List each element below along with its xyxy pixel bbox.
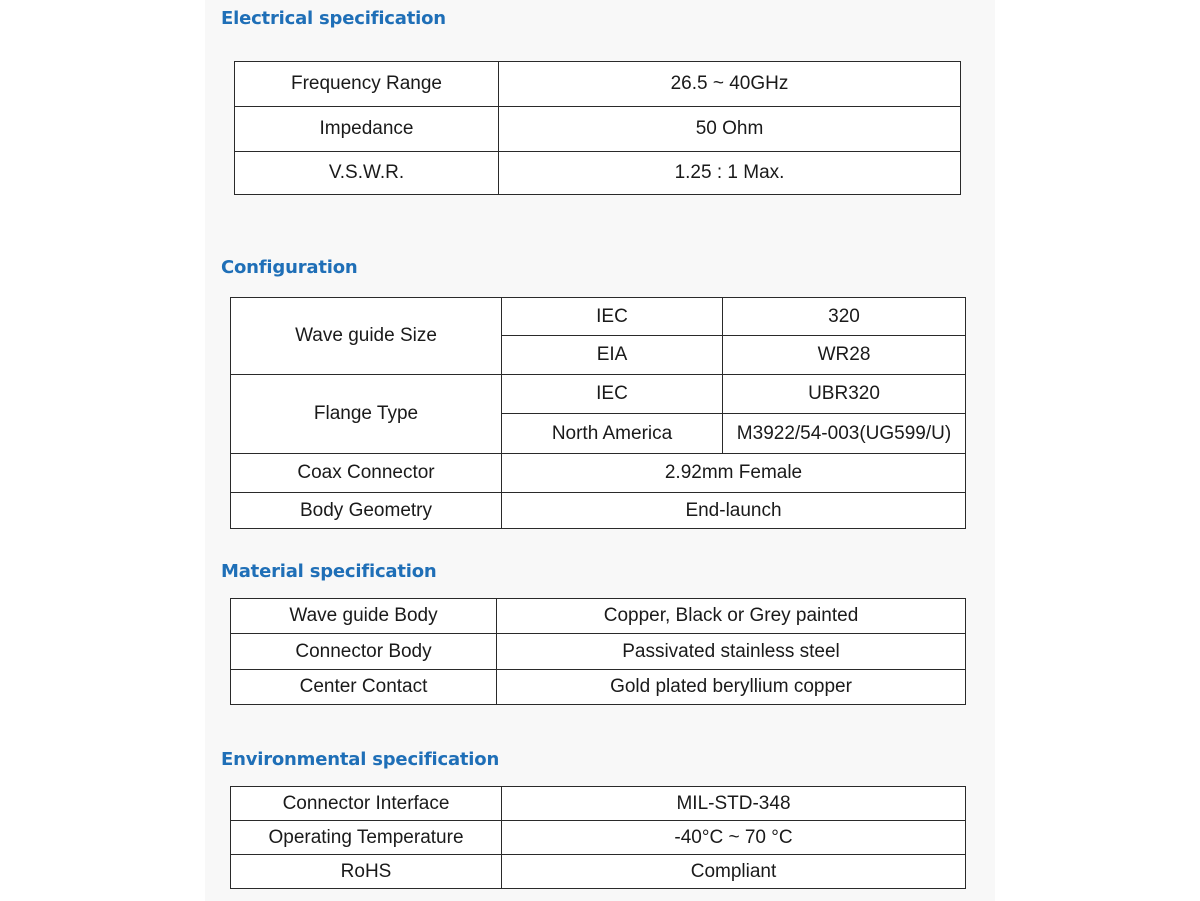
material-specification-heading: Material specification [221,561,437,582]
table-row [231,634,966,670]
flange-type-label: Flange Type [231,375,502,454]
table-row [231,298,966,336]
body-geometry-value: End-launch [502,493,966,529]
waveguide-body-value: Copper, Black or Grey painted [497,599,966,634]
table-row [231,599,966,634]
impedance-value: 50 Ohm [499,107,961,152]
table-row [231,493,966,529]
environmental-specification-heading: Environmental specification [221,749,500,770]
table-row [231,375,966,414]
environmental-specification-table [230,786,966,889]
waveguide-size-iec-value: 320 [723,298,966,336]
electrical-specification-heading: Electrical specification [221,8,446,29]
body-geometry-label: Body Geometry [231,493,502,529]
flange-type-north-america-value: M3922/54-003(UG599/U) [723,414,966,454]
configuration-table [230,297,966,529]
rohs-value: Compliant [502,855,966,889]
connector-interface-value: MIL-STD-348 [502,787,966,821]
flange-type-north-america-key: North America [502,414,723,454]
impedance-label: Impedance [235,107,499,152]
table-row [231,821,966,855]
table-row [231,670,966,705]
flange-type-iec-value: UBR320 [723,375,966,414]
coax-connector-label: Coax Connector [231,454,502,493]
waveguide-size-eia-value: WR28 [723,336,966,375]
vswr-label: V.S.W.R. [235,152,499,195]
waveguide-size-iec-key: IEC [502,298,723,336]
table-row [231,855,966,889]
waveguide-size-label: Wave guide Size [231,298,502,375]
table-row [235,152,961,195]
table-row [235,62,961,107]
vswr-value: 1.25 : 1 Max. [499,152,961,195]
table-row [235,107,961,152]
connector-body-label: Connector Body [231,634,497,670]
operating-temperature-value: -40°C ~ 70 °C [502,821,966,855]
operating-temperature-label: Operating Temperature [231,821,502,855]
rohs-label: RoHS [231,855,502,889]
material-specification-table [230,598,966,705]
configuration-heading: Configuration [221,257,358,278]
table-row [231,454,966,493]
frequency-range-label: Frequency Range [235,62,499,107]
coax-connector-value: 2.92mm Female [502,454,966,493]
connector-body-value: Passivated stainless steel [497,634,966,670]
flange-type-iec-key: IEC [502,375,723,414]
frequency-range-value: 26.5 ~ 40GHz [499,62,961,107]
electrical-specification-table [234,61,961,195]
center-contact-value: Gold plated beryllium copper [497,670,966,705]
connector-interface-label: Connector Interface [231,787,502,821]
waveguide-size-eia-key: EIA [502,336,723,375]
waveguide-body-label: Wave guide Body [231,599,497,634]
table-row [231,787,966,821]
center-contact-label: Center Contact [231,670,497,705]
